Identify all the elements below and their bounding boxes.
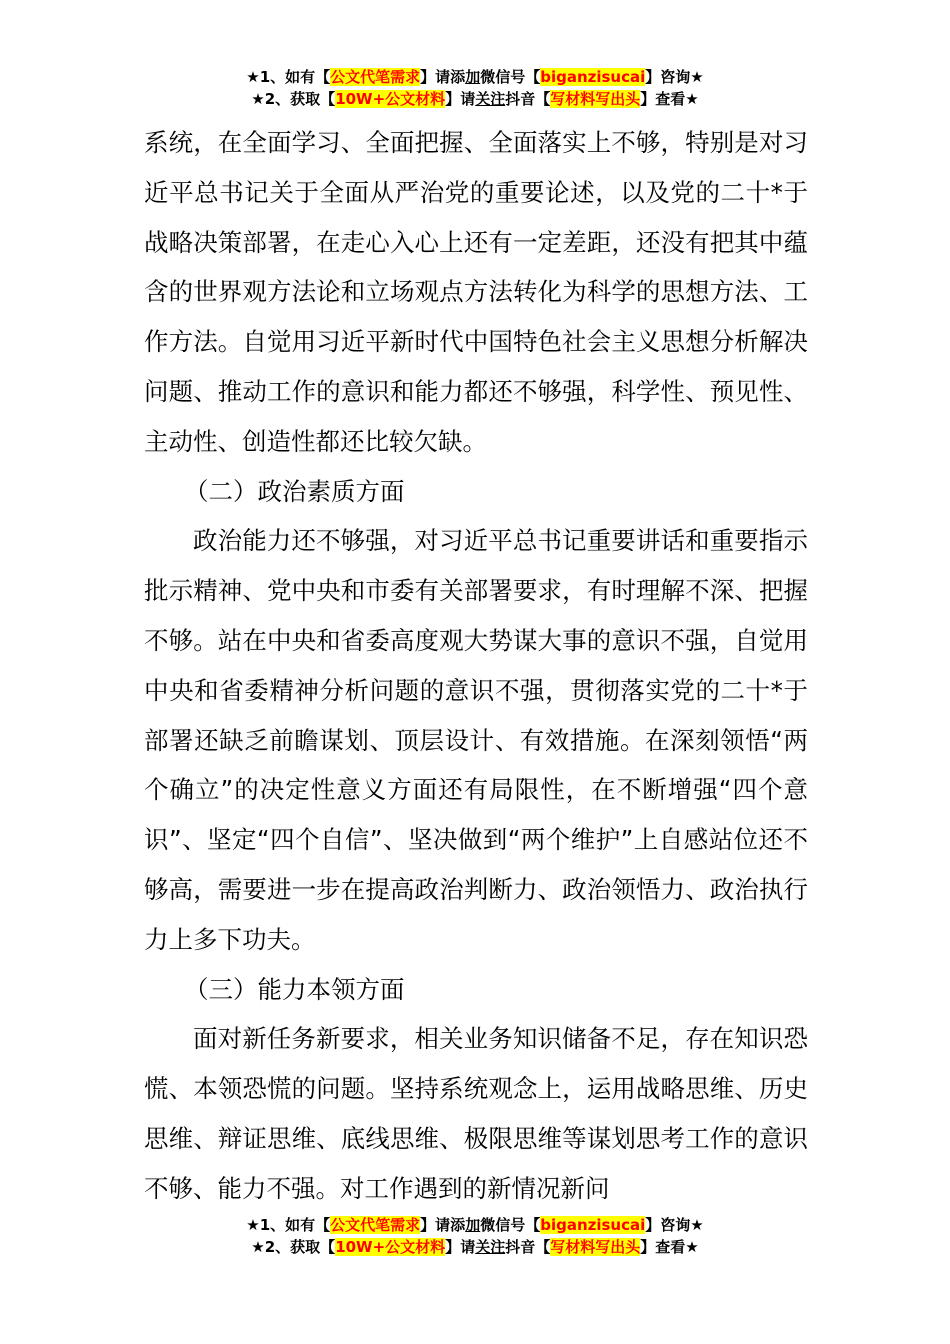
paragraph-2: 政治能力还不够强，对习近平总书记重要讲话和重要指示批示精神、党中央和市委有关部署要求，有时理解不深、把握不够。站在中央和省委高度观大势谋大事的意识不强，自觉用中央和省委精神分析问题的意识不强，贯彻落实党的二十*于部署还缺乏前瞻谋划、顶层设计、有效措施。在深刻领悟“两个确立”的决定性意义方面还有局限性，在不断增强“四个意识”、坚定“四个自信”、坚决做到“两个维护”上自感站位还不够高，需要进一步在提高政治判断力、政治领悟力、政治执行力上多下功夫。	[144, 526, 808, 954]
banner-highlight: 10W+公文材料	[335, 1238, 446, 1256]
banner-line-1: ★1、如有【公文代笔需求】请添加微信号【biganzisucai】咨询★	[246, 1216, 704, 1234]
paragraph-1: 系统，在全面学习、全面把握、全面落实上不够，特别是对习近平总书记关于全面从严治党的重要论述，以及党的二十*于战略决策部署，在走心入心上还有一定差距，还没有把其中蕴含的世界观方法论和立场观点方法转化为科学的思想方法、工作方法。自觉用习近平新时代中国特色社会主义思想分析解决问题、推动工作的意识和能力都还不够强，科学性、预见性、主动性、创造性都还比较欠缺。	[144, 128, 808, 456]
banner-highlight: 公文代笔需求	[330, 68, 421, 86]
banner-line-2: ★2、获取【10W+公文材料】请关注抖音【写材料写出头】查看★	[251, 1238, 699, 1256]
header-banner	[0, 66, 950, 110]
section-heading-2: （二）政治素质方面	[184, 476, 405, 506]
banner-line-2: ★2、获取【10W+公文材料】请关注抖音【写材料写出头】查看★	[251, 90, 699, 108]
banner-douyin-name: 写材料写出头	[550, 90, 641, 108]
paragraph-3: 面对新任务新要求，相关业务知识储备不足，存在知识恐慌、本领恐慌的问题。坚持系统观念上，运用战略思维、历史思维、辩证思维、底线思维、极限思维等谋划思考工作的意识不够、能力不强。对工作遇到的新情况新问	[144, 1024, 808, 1203]
banner-line-1: ★1、如有【公文代笔需求】请添加微信号【biganzisucai】咨询★	[246, 68, 704, 86]
banner-wechat-id: biganzisucai	[540, 1216, 646, 1234]
banner-highlight: 10W+公文材料	[335, 90, 446, 108]
document-body	[144, 118, 808, 1214]
banner-wechat-id: biganzisucai	[540, 68, 646, 86]
section-heading-3: （三）能力本领方面	[184, 974, 405, 1004]
banner-douyin-name: 写材料写出头	[550, 1238, 641, 1256]
footer-banner	[0, 1214, 950, 1258]
banner-highlight: 公文代笔需求	[330, 1216, 421, 1234]
